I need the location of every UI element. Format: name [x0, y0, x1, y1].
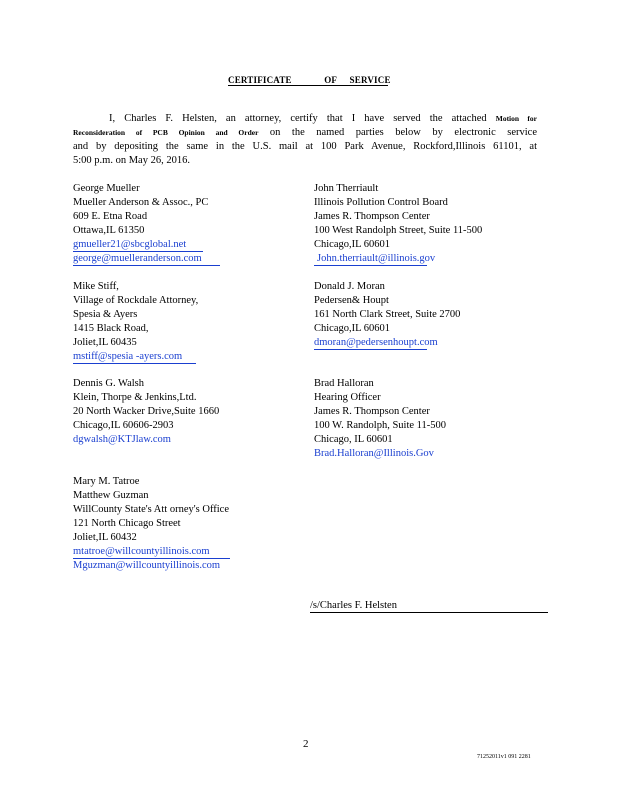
motion-title-part-1: Motion for: [495, 114, 537, 123]
recipient-firm-2: Spesia & Ayers: [73, 309, 138, 320]
recipient-name: Dennis G. Walsh: [73, 378, 144, 389]
signature-line: [310, 600, 548, 613]
recipient-moran: [314, 280, 460, 350]
recipient-street: 161 North Clark Street, Suite 2700: [314, 309, 461, 320]
document-id: 71252011v1 091 2281: [477, 754, 531, 760]
recipient-street: James R. Thompson Center: [314, 211, 430, 222]
email-link[interactable]: dgwalsh@KTJlaw.com: [73, 434, 171, 445]
recipient-city: Joliet,IL 60435: [73, 337, 137, 348]
recipient-name: John Therriault: [314, 183, 379, 194]
paragraph-line-3: and by depositing the same in the U.S. mail at 100 Park Avenue, Rockford,Illinois 61101, at: [73, 141, 537, 152]
recipient-therriault: [314, 182, 482, 266]
recipient-street: 1415 Black Road,: [73, 323, 149, 334]
recipient-name: George Mueller: [73, 183, 140, 194]
recipient-name: Mary M. Tatroe: [73, 476, 140, 487]
recipient-city: Chicago, IL 60601: [314, 434, 393, 445]
recipient-city: Ottawa,IL 61350: [73, 225, 145, 236]
certificate-title: [228, 75, 391, 86]
recipient-city: Chicago,IL 60606-2903: [73, 420, 174, 431]
recipient-firm: Illinois Pollution Control Board: [314, 197, 448, 208]
email-link[interactable]: mtatroe@willcountyillinois.com: [73, 546, 230, 559]
title-word-service: SERVICE: [349, 75, 391, 85]
recipient-street-2: 100 West Randolph Street, Suite 11-500: [314, 225, 483, 236]
recipient-name: Brad Halloran: [314, 378, 374, 389]
recipient-firm: Klein, Thorpe & Jenkins,Ltd.: [73, 392, 197, 403]
recipient-street: 609 E. Etna Road: [73, 211, 148, 222]
recipient-street: 20 North Wacker Drive,Suite 1660: [73, 406, 220, 417]
recipient-name: Donald J. Moran: [314, 281, 385, 292]
recipient-firm: Mueller Anderson & Assoc., PC: [73, 197, 209, 208]
recipient-street: James R. Thompson Center: [314, 406, 430, 417]
email-link[interactable]: george@muelleranderson.com: [73, 253, 220, 266]
recipient-mueller: [73, 182, 220, 266]
email-link[interactable]: John.therriault@illinois.gov: [314, 253, 427, 266]
email-link[interactable]: dmoran@pedersenhoupt.com: [314, 337, 438, 348]
recipient-firm: Pedersen& Houpt: [314, 295, 389, 306]
paragraph-line-2: on the named parties below by electronic service: [269, 127, 537, 138]
paragraph-line-1: I, Charles F. Helsten, an attorney, certify that I have served the attached: [109, 113, 487, 124]
recipient-halloran: [314, 377, 446, 461]
recipient-title: Hearing Officer: [314, 392, 381, 403]
page-number: 2: [303, 738, 309, 750]
recipient-city: Joliet,IL 60432: [73, 532, 137, 543]
recipient-firm: WillCounty State's Att orney's Office: [73, 504, 229, 515]
signature-text: /s/Charles F. Helsten: [310, 600, 397, 611]
certification-paragraph: [73, 112, 537, 168]
recipient-walsh: [73, 377, 219, 447]
recipient-city: Chicago,IL 60601: [314, 323, 391, 334]
recipient-firm: Village of Rockdale Attorney,: [73, 295, 199, 306]
recipient-will-county: [73, 475, 230, 573]
email-link[interactable]: Brad.Halloran@Illinois.Gov: [314, 448, 434, 459]
email-link[interactable]: Mguzman@willcountyillinois.com: [73, 560, 221, 571]
motion-title-part-2: Reconsideration of PCB Opinion and Order: [73, 128, 259, 137]
recipient-name-2: Matthew Guzman: [73, 490, 149, 501]
recipient-city: Chicago,IL 60601: [314, 239, 391, 250]
title-word-of: OF: [324, 75, 338, 85]
recipient-name: Mike Stiff,: [73, 281, 119, 292]
title-word-certificate: CERTIFICATE: [228, 75, 292, 85]
recipient-street-2: 100 W. Randolph, Suite 11-500: [314, 420, 447, 431]
email-link[interactable]: mstiff@spesia -ayers.com: [73, 351, 196, 364]
recipient-street: 121 North Chicago Street: [73, 518, 181, 529]
email-link[interactable]: gmueller21@sbcglobal.net: [73, 239, 203, 252]
recipient-stiff: [73, 280, 198, 364]
paragraph-line-4: 5:00 p.m. on May 26, 2016.: [73, 155, 190, 166]
